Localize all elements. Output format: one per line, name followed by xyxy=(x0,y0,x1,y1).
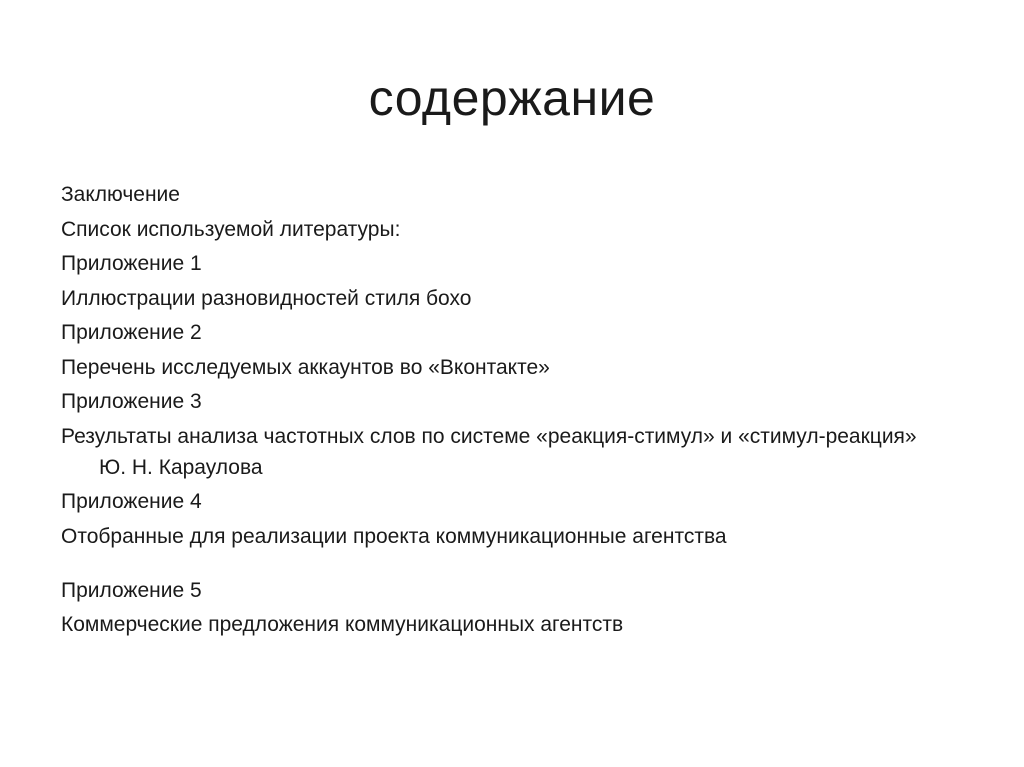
list-item: Приложение 4 xyxy=(61,490,202,513)
list-item: Коммерческие предложения коммуникационных агентств xyxy=(61,613,624,636)
list-item: Отобранные для реализации проекта коммуникационные агентства xyxy=(61,524,727,548)
list-item: Заключение xyxy=(61,183,180,206)
slide-title: содержание xyxy=(368,70,656,126)
table-of-contents xyxy=(61,179,961,644)
list-item: Приложение 3 xyxy=(61,390,202,413)
list-item: Приложение 1 xyxy=(61,252,202,275)
list-item: Перечень исследуемых аккаунтов во «Вконтакте» xyxy=(61,355,550,379)
list-item: Результаты анализа частотных слов по системе «реакция-стимул» и «стимул-реакция» Ю. Н. Караулова xyxy=(61,424,917,479)
list-item: Приложение 2 xyxy=(61,321,202,344)
list-item: Иллюстрации разновидностей стиля бохо xyxy=(61,286,472,310)
list-item: Список используемой литературы: xyxy=(61,217,401,241)
list-item: Приложение 5 xyxy=(61,578,202,602)
